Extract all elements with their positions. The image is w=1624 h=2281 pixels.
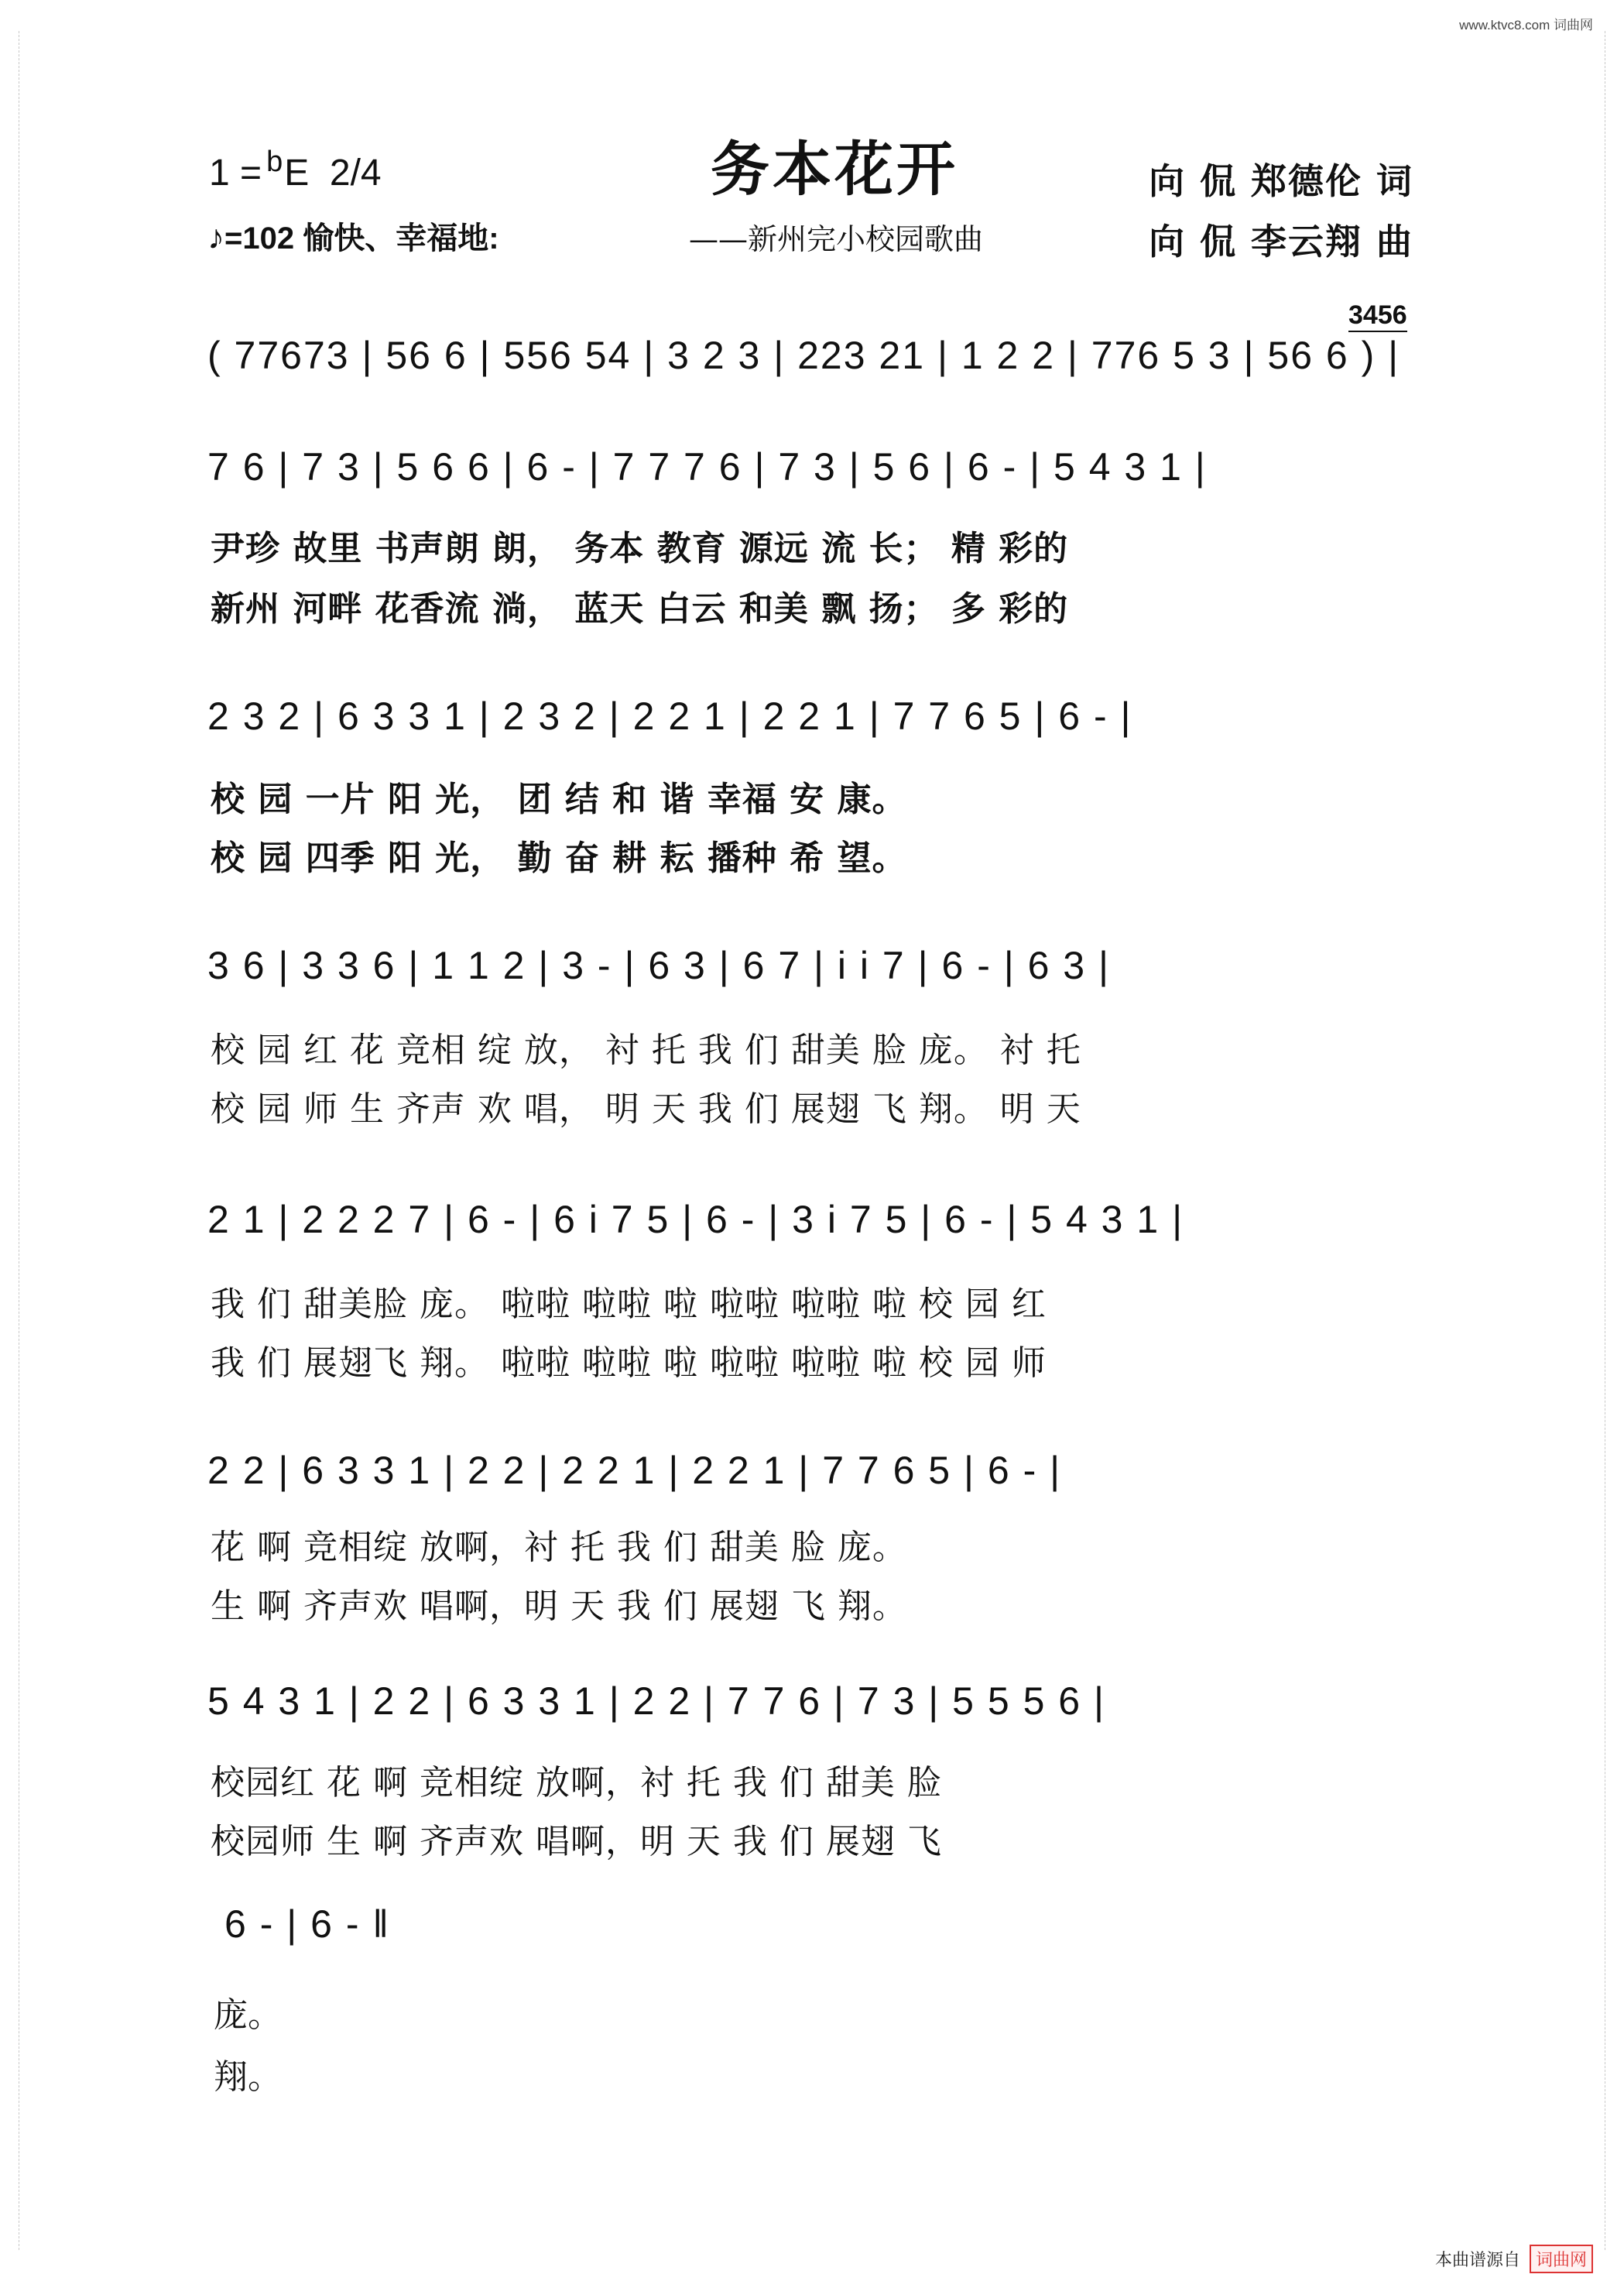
system-2-lyric-verse-1: 校 园 一片 阳 光， 团 结 和 谐 幸福 安 康。 — [211, 780, 907, 819]
ending-lyric-verse-2: 翔。 — [214, 2057, 282, 2097]
eighth-note-icon: ♪ — [207, 218, 224, 256]
system-3-lyric-verse-2: 校 园 师 生 齐声 欢 唱， 明 天 我 们 展翅 飞 翔。 明 天 — [211, 1089, 1081, 1129]
system-6-notation: 5 4 3 1 | 2 2 | 6 3 3 1 | 2 2 | 7 7 6 | 7 3 | 5 5 5 6 | — [207, 1679, 1105, 1723]
intro-run-label: 3456 — [1348, 300, 1407, 332]
left-margin-strip — [3, 31, 19, 2250]
system-4-notation: 2 1 | 2 2 2 7 | 6 - | 6 i 7 5 | 6 - | 3 i 7 5 | 6 - | 5 4 3 1 | — [207, 1198, 1184, 1241]
system-6-lyric-verse-2: 校园师 生 啊 齐声欢 唱啊，明 天 我 们 展翅 飞 — [211, 1822, 942, 1861]
key-note: E — [284, 153, 310, 194]
system-2-lyric-verse-2: 校 园 四季 阳 光， 勤 奋 耕 耘 播种 希 望。 — [211, 839, 907, 878]
ending-lyric-verse-1: 庞。 — [214, 1995, 282, 2035]
system-6-lyric-verse-1: 校园红 花 啊 竞相绽 放啊，衬 托 我 们 甜美 脸 — [211, 1763, 942, 1803]
intro-notation: ( 77673 | 56 6 | 556 54 | 3 2 3 | 223 21 | 1 2 2 | 776 5 3 | 56 6 ) | — [207, 334, 1400, 377]
system-1-notation: 7 6 | 7 3 | 5 6 6 | 6 - | 7 7 7 6 | 7 3 | 5 6 | 6 - | 5 4 3 1 | — [207, 445, 1207, 489]
flat-sign: b — [266, 146, 283, 178]
system-5-lyric-verse-2: 生 啊 齐声欢 唱啊，明 天 我 们 展翅 飞 翔。 — [211, 1586, 907, 1626]
lyricist-credit: 向 侃 郑德伦 词 — [1149, 160, 1414, 202]
tempo-text: =102 愉快、幸福地: — [224, 221, 499, 256]
key-signature — [209, 146, 382, 194]
system-1-lyric-verse-1: 尹珍 故里 书声朗 朗， 务本 教育 源远 流 长； 精 彩的 — [211, 529, 1069, 568]
system-1-lyric-verse-2: 新州 河畔 花香流 淌， 蓝天 白云 和美 飘 扬； 多 彩的 — [211, 589, 1069, 629]
key-prefix: 1 = — [209, 153, 262, 194]
system-3-notation: 3 6 | 3 3 6 | 1 1 2 | 3 - | 6 3 | 6 7 | i i 7 | 6 - | 6 3 | — [207, 944, 1110, 987]
system-5-notation: 2 2 | 6 3 3 1 | 2 2 | 2 2 1 | 2 2 1 | 7 7 6 5 | 6 - | — [207, 1449, 1062, 1492]
song-subtitle: ——新州完小校园歌曲 — [689, 222, 984, 256]
tempo-marking — [207, 214, 499, 258]
system-4-lyric-verse-1: 我 们 甜美脸 庞。 啦啦 啦啦 啦 啦啦 啦啦 啦 校 园 红 — [211, 1285, 1047, 1324]
site-brand-logo: 词曲网 — [1530, 2245, 1593, 2273]
ending-notation: 6 - | 6 - ‖ — [224, 1902, 391, 1946]
system-4-lyric-verse-2: 我 们 展翅飞 翔。 啦啦 啦啦 啦 啦啦 啦啦 啦 校 园 师 — [211, 1343, 1047, 1383]
system-3-lyric-verse-1: 校 园 红 花 竞相 绽 放， 衬 托 我 们 甜美 脸 庞。 衬 托 — [211, 1031, 1081, 1070]
site-watermark-bottom — [1435, 2245, 1593, 2273]
time-signature: 2/4 — [329, 153, 382, 194]
source-text: 本曲谱源自 — [1434, 2250, 1520, 2269]
song-title: 务本花开 — [711, 135, 958, 204]
composer-credit: 向 侃 李云翔 曲 — [1149, 221, 1414, 262]
right-margin-strip — [1605, 31, 1621, 2250]
site-watermark-top: www.ktvc8.com 词曲网 — [1459, 18, 1593, 33]
system-2-notation: 2 3 2 | 6 3 3 1 | 2 3 2 | 2 2 1 | 2 2 1 | 7 7 6 5 | 6 - | — [207, 695, 1132, 738]
system-5-lyric-verse-1: 花 啊 竞相绽 放啊，衬 托 我 们 甜美 脸 庞。 — [211, 1528, 907, 1567]
